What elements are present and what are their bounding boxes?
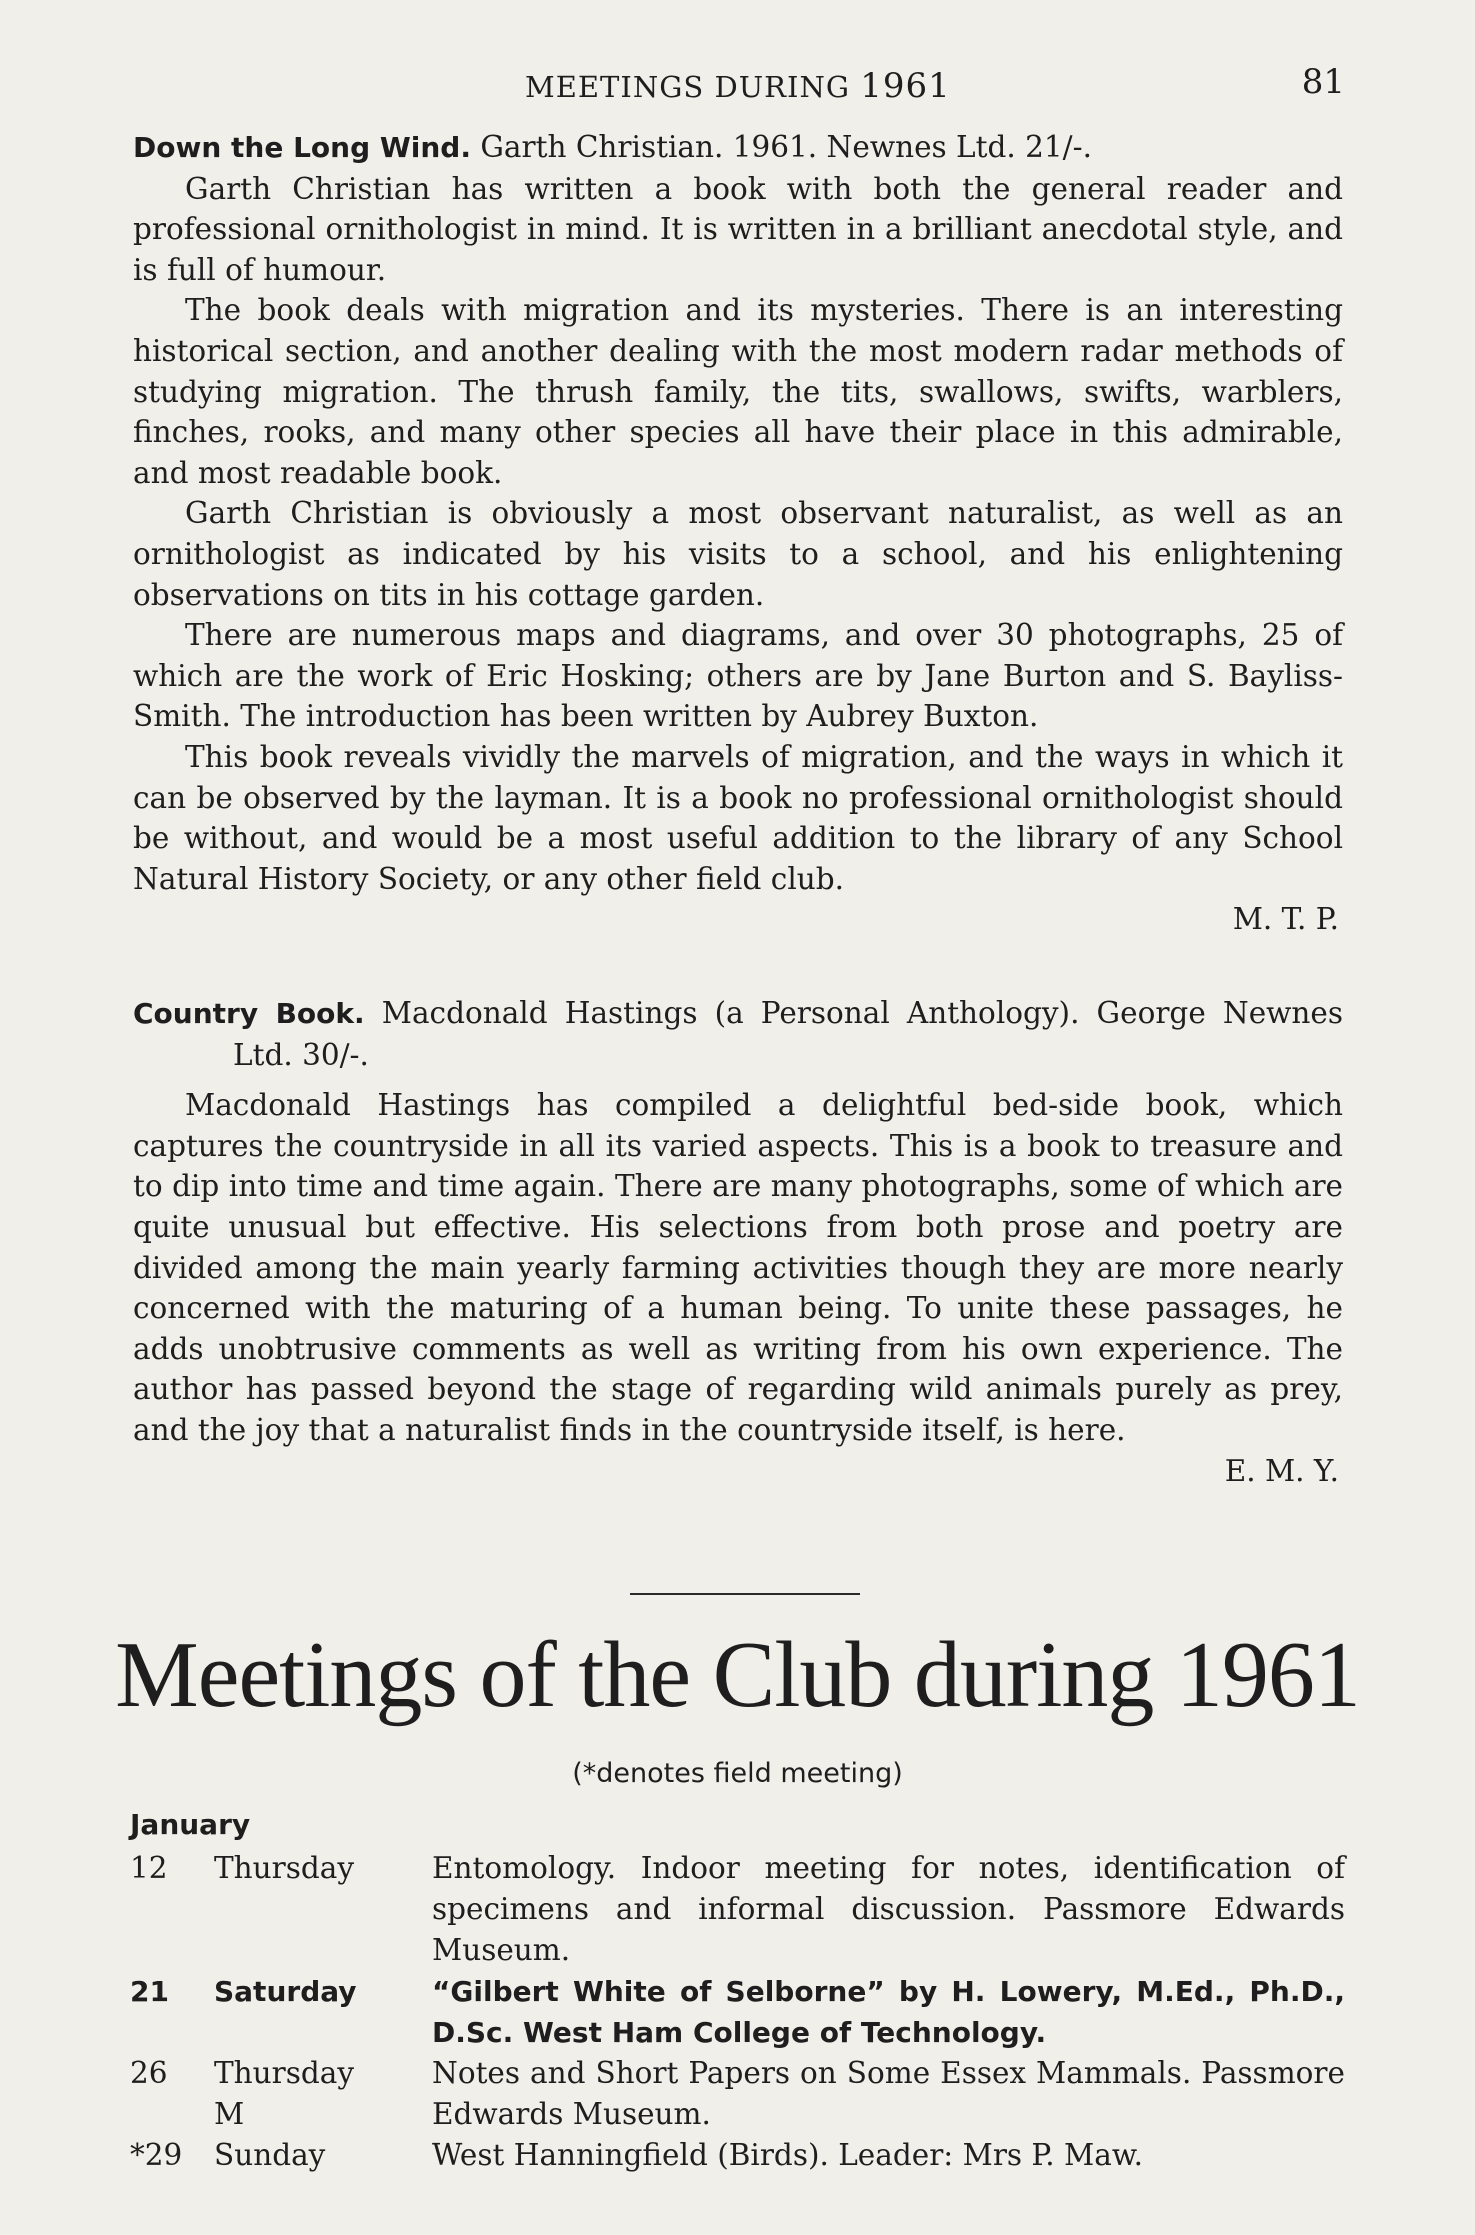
reviewer-initials: E. M. Y. xyxy=(1224,1453,1339,1488)
running-title: MEETINGS DURING 1961 xyxy=(525,66,951,106)
review-paragraph: Macdonald Hastings has compiled a delightful bed-side book, which captures the countryside in all its varied aspects. This is a book to treasure and to dip into time and time again. There are many photographs, some of which are quite unusual but effective. His selections from both prose and poetry are divided among the main yearly farming activities though they are more nearly concerned with the maturing of a human being. To unite these passages, he adds unobtrusive comments as well as writing from his own experience. The author has passed beyond the stage of regarding wild animals purely as prey, and the joy that a naturalist finds in the countryside itself, is here. xyxy=(133,1088,1343,1447)
section-title: Meetings of the Club during 1961 xyxy=(115,1623,1360,1727)
meeting-entry xyxy=(130,2135,1345,2176)
review-title: Down the Long Wind. xyxy=(133,131,471,164)
running-year: 1961 xyxy=(860,66,951,106)
review-paragraph: There are numerous maps and diagrams, and over 30 photographs, 25 of which are the work of Eric Hosking; others are by Jane Burton and S. Bayliss-Smith. The introduction has been written by Aubrey Buxton. xyxy=(133,618,1343,734)
reviewer-initials: M. T. P. xyxy=(1232,902,1339,937)
meeting-weekday: Thursday xyxy=(214,2056,355,2090)
meeting-entry xyxy=(130,1848,1345,1971)
meeting-description: Notes and Short Papers on Some Essex Mammals. Passmore Edwards Museum. xyxy=(432,2056,1345,2131)
meeting-day: 21 xyxy=(130,1975,169,2008)
meeting-description: West Hanningfield (Birds). Leader: Mrs P. Maw. xyxy=(432,2138,1143,2172)
meeting-day: 12 xyxy=(130,1851,168,1885)
meeting-entry xyxy=(130,1971,1345,2053)
review-paragraph: Garth Christian has written a book with both the general reader and professional ornithologist in mind. It is written in a brilliant anecdotal style, and is full of humour. xyxy=(133,171,1343,287)
month-heading: January xyxy=(130,1808,251,1841)
meeting-entry xyxy=(130,2053,1345,2135)
review-paragraph: Garth Christian is obviously a most observant naturalist, as well as an ornithologist as indicated by his visits to a school, and his enlightening observations on tits in his cottage garden. xyxy=(133,496,1343,612)
meeting-weekday: Thursday xyxy=(214,1851,355,1885)
running-header xyxy=(130,60,1345,110)
meeting-description: Entomology. Indoor meeting for notes, identification of specimens and informal discussion. Passmore Edwards Museum. xyxy=(432,1851,1345,1967)
meeting-day: 26 xyxy=(130,2056,168,2090)
meeting-day: *29 xyxy=(130,2138,183,2172)
page-number: 81 xyxy=(1301,62,1345,102)
book-review-country-book xyxy=(133,993,1343,1491)
meeting-weekday: Saturday xyxy=(214,1975,357,2008)
section-note: (*denotes field meeting) xyxy=(572,1758,903,1789)
review-heading-line xyxy=(133,127,1343,169)
section-divider xyxy=(630,1593,860,1595)
meeting-extra-marker: M xyxy=(214,2097,245,2131)
review-title: Country Book. xyxy=(133,997,365,1030)
meeting-weekday: Sunday xyxy=(214,2138,326,2172)
review-heading-line xyxy=(133,993,1343,1075)
review-paragraph: The book deals with migration and its mysteries. There is an interesting historical section, and another dealing with the most modern radar methods of studying migration. The thrush family, the tits, swallows, swifts, warblers, finches, rooks, and many other species all have their place in this admirable, and most readable book. xyxy=(133,293,1343,490)
meetings-list xyxy=(130,1848,1345,2176)
review-citation: Macdonald Hastings (a Personal Anthology). George Newnes Ltd. 30/-. xyxy=(233,996,1343,1072)
meeting-description: “Gilbert White of Selborne” by H. Lowery, M.Ed., Ph.D., D.Sc. West Ham College of Technology. xyxy=(432,1975,1345,2049)
book-review-down-the-long-wind xyxy=(133,127,1343,940)
review-citation: Garth Christian. 1961. Newnes Ltd. 21/-. xyxy=(470,130,1092,164)
review-paragraph: This book reveals vividly the marvels of migration, and the ways in which it can be observed by the layman. It is a book no professional ornithologist should be without, and would be a most useful addition to the library of any School Natural History Society, or any other field club. xyxy=(133,739,1343,896)
